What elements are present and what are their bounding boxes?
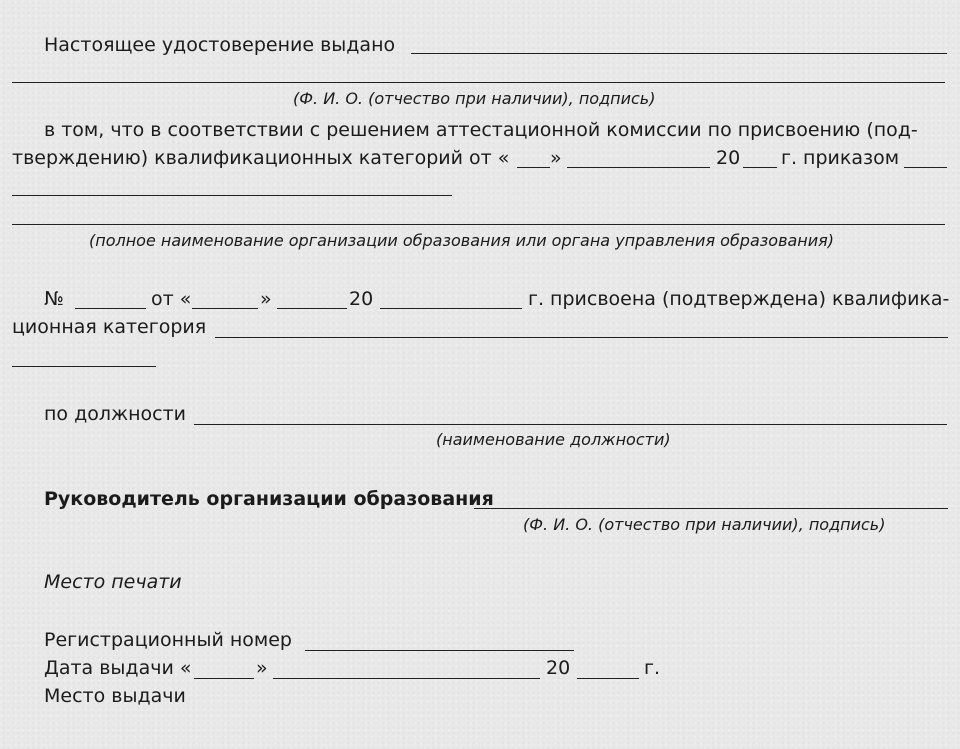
reg-number-field[interactable] (305, 650, 574, 651)
category-field[interactable] (215, 337, 948, 338)
issue-date-quote: » (256, 657, 268, 679)
position-field[interactable] (194, 424, 947, 425)
decision-year-field[interactable] (743, 167, 777, 168)
head-label: Руководитель организации образования (44, 488, 494, 510)
decision-year-prefix: 20 (716, 147, 741, 169)
issued-label: Настоящее удостоверение выдано (44, 34, 396, 56)
issue-day-field[interactable] (194, 678, 254, 679)
order-year-field[interactable] (380, 308, 522, 309)
decision-text-2b: » (550, 147, 562, 169)
order-year-prefix: 20 (349, 288, 374, 310)
decision-month-field[interactable] (567, 167, 710, 168)
issue-year-prefix: 20 (546, 657, 571, 679)
order-field[interactable] (904, 167, 947, 168)
stamp-place: Место печати (44, 571, 182, 593)
decision-day-field[interactable] (517, 167, 550, 168)
issue-date-label: Дата выдачи « (44, 657, 192, 679)
org-name-field[interactable] (12, 224, 945, 225)
category-field-cont[interactable] (12, 366, 156, 367)
head-signature-field[interactable] (474, 508, 948, 509)
order-field-cont[interactable] (12, 195, 452, 196)
order-date-prefix: от « (151, 288, 192, 310)
order-date-quote: » (260, 288, 272, 310)
order-month-field[interactable] (277, 308, 347, 309)
issue-place-label: Место выдачи (44, 685, 186, 707)
decision-text-2a: тверждению) квалификационных категорий от « (12, 147, 510, 169)
position-label: по должности (44, 403, 187, 425)
issue-year-suffix: г. (644, 657, 661, 679)
order-number-sign: № (44, 288, 64, 310)
order-label: г. приказом (781, 147, 900, 169)
caption-org: (полное наименование организации образования или органа управления образования) (89, 231, 835, 250)
category-label: ционная категория (12, 316, 207, 338)
reg-number-label: Регистрационный номер (44, 629, 292, 651)
issue-year-field[interactable] (577, 678, 639, 679)
issued-to-field[interactable] (411, 53, 947, 54)
decision-text: в том, что в соответствии с решением аттестационной комиссии по присвоению (под- (44, 119, 918, 141)
order-day-field[interactable] (192, 308, 258, 309)
caption-position: (наименование должности) (436, 430, 671, 449)
issue-month-field[interactable] (273, 678, 540, 679)
caption-head: (Ф. И. О. (отчество при наличии), подпись) (523, 515, 886, 534)
order-number-field[interactable] (75, 308, 146, 309)
caption-fio: (Ф. И. О. (отчество при наличии), подпись) (293, 89, 656, 108)
issued-to-field-cont[interactable] (12, 82, 945, 83)
assigned-text: г. присвоена (подтверждена) квалифика- (528, 288, 950, 310)
